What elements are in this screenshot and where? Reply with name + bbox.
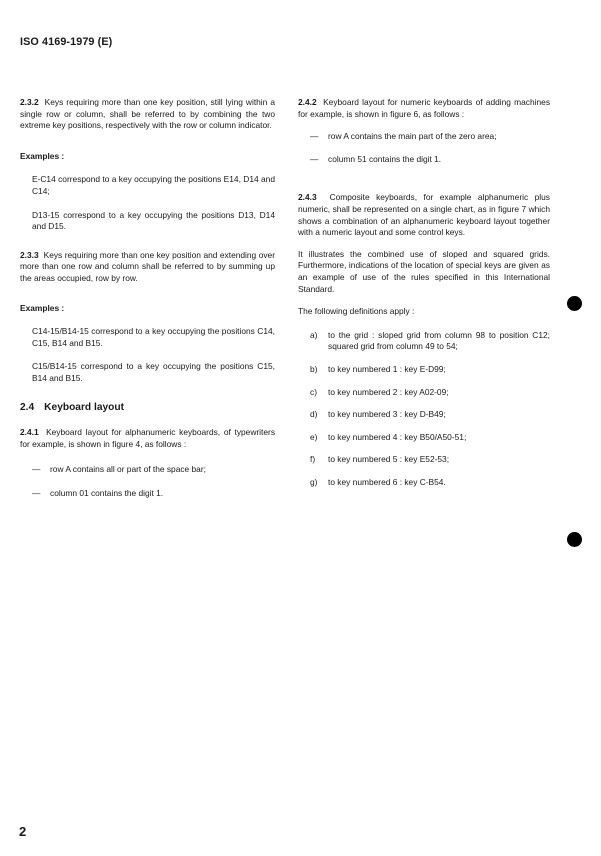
section-number: 2.4 [20, 401, 35, 413]
example-item: E-C14 correspond to a key occupying the positions E14, D14 and C14; [32, 174, 275, 196]
section-text: Keys requiring more than one key position, still lying within a single row or column, shall be referred to by combining the two extreme key positions, respectively with the row or column indicator. [20, 97, 275, 131]
definition-text: to key numbered 4 : key B50/A50-51; [328, 431, 467, 442]
definition-label: g) [310, 476, 318, 487]
example-item: C15/B14-15 correspond to a key occupying the positions C15, B14 and B15. [32, 361, 275, 383]
section-text: Composite keyboards, for example alphanumeric plus numeric, shall be represented on a single chart, as in figure 7 which shows a combination of an alphanumeric keyboard layout together with a numeric layout and some control keys. [298, 192, 550, 238]
examples-heading: Examples : [20, 302, 65, 313]
definition-label: e) [310, 431, 318, 442]
dash-bullet: — [310, 131, 319, 142]
definition-text: to key numbered 2 : key A02-09; [328, 386, 449, 397]
section-number: 2.3.3 [20, 249, 39, 260]
definition-label: b) [310, 363, 318, 374]
section-paragraph: The following definitions apply : [298, 306, 415, 317]
list-item [298, 154, 550, 166]
list-item-text: column 51 contains the digit 1. [328, 153, 442, 164]
section-2-4-heading [20, 402, 275, 414]
list-item-text: row A contains all or part of the space bar; [50, 464, 206, 475]
examples-heading: Examples : [20, 150, 65, 161]
example-item: C14-15/B14-15 correspond to a key occupying the positions C14, C15, B14 and B15. [32, 326, 275, 348]
page-number: 2 [19, 824, 27, 839]
definition-text: to key numbered 5 : key E52-53; [328, 454, 450, 465]
right-column [298, 97, 550, 488]
definition-label: d) [310, 409, 318, 420]
example-item: D13-15 correspond to a key occupying the positions D13, D14 and D15. [32, 209, 275, 232]
definition-text: to key numbered 3 : key D-B49; [328, 409, 446, 420]
list-item [20, 488, 275, 500]
definition-text: to the grid : sloped grid from column 98 to position C12; squared grid from column 49 to 54; [328, 329, 550, 352]
definition-item [298, 432, 550, 444]
definition-item [298, 477, 550, 489]
section-number: 2.4.2 [298, 97, 317, 107]
definition-label: a) [310, 329, 318, 340]
definition-item [298, 387, 550, 399]
section-text: Keyboard layout for alphanumeric keyboards, of typewriters for example, is shown in figure 4, as follows : [20, 427, 276, 449]
section-text: Keys requiring more than one key position and extending over more than one row and column shall be referred to by summing up the areas occupied, row by row. [20, 249, 275, 283]
definition-label: c) [310, 386, 317, 397]
dash-bullet: — [32, 464, 41, 475]
definition-item [298, 409, 550, 421]
list-item-text: column 01 contains the digit 1. [50, 487, 164, 498]
list-item [298, 131, 550, 143]
list-item [20, 464, 275, 476]
left-column [20, 97, 275, 499]
list-item-text: row A contains the main part of the zero area; [328, 131, 497, 142]
section-title: Keyboard layout [44, 401, 124, 413]
section-2-4-2 [298, 97, 550, 120]
dash-bullet: — [32, 487, 41, 498]
section-number: 2.4.3 [298, 192, 317, 203]
definition-text: to key numbered 1 : key E-D99; [328, 363, 446, 374]
section-paragraph: It illustrates the combined use of sloped and squared grids. Furthermore, indications of the location of special keys are given as an example of use of the rules specified in this International Standard. [298, 248, 550, 294]
section-text: Keyboard layout for numeric keyboards of adding machines for example, is shown in figure 6, as follows : [298, 97, 551, 119]
definition-label: f) [310, 454, 316, 465]
punch-hole-mark [567, 532, 582, 547]
definition-item [298, 454, 550, 466]
section-number: 2.4.1 [20, 427, 39, 438]
punch-hole-mark [567, 296, 582, 311]
section-2-3-3 [20, 250, 275, 285]
definition-item [298, 330, 550, 353]
definition-item [298, 364, 550, 376]
dash-bullet: — [310, 153, 319, 164]
definition-text: to key numbered 6 : key C-B54. [328, 476, 446, 487]
document-header: ISO 4169-1979 (E) [20, 36, 113, 48]
section-2-4-1 [20, 427, 275, 450]
section-2-3-2 [20, 97, 275, 132]
section-number: 2.3.2 [20, 97, 39, 107]
section-2-4-3 [298, 192, 550, 238]
